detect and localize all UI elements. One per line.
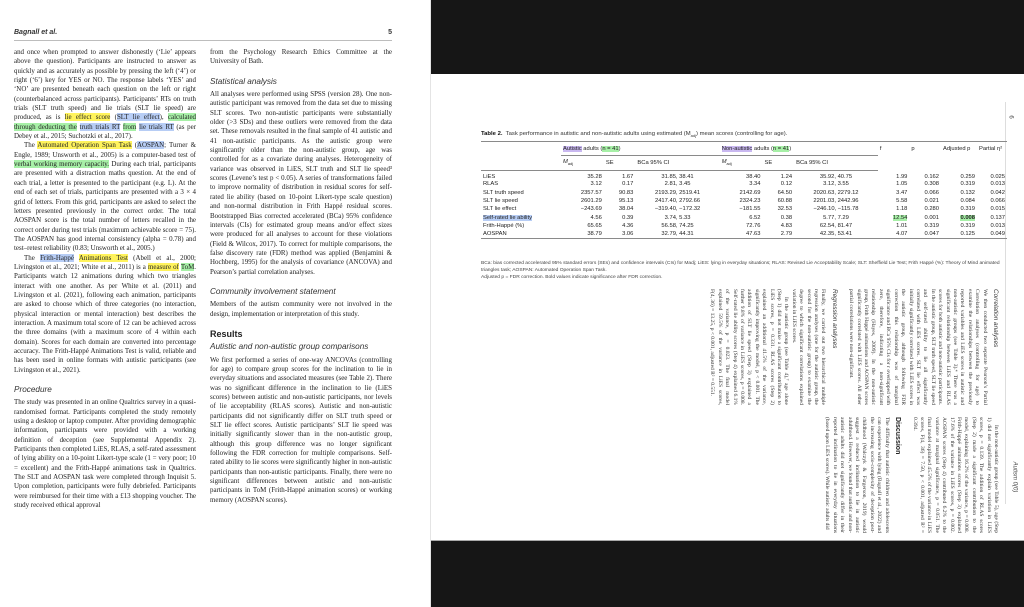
section-heading-correlation: Correlation analyses <box>992 289 999 348</box>
col-header-madj: $M_{adj}$ <box>720 156 763 171</box>
col-header-f: f <box>878 142 910 171</box>
paragraph-frith-happe: The Frith-Happé Animations Test (Abell et al., 2000; Livingston et al., 2021; White et al., 2011) is a measure of ToM. Participants watch 12 animations during which two triangles interact with one another. As per White et al. (2011) and Livingston et al. (2021), following each animation, participants are asked to choose which of three categories (no interaction, physical interaction or mental interaction) best describes the interaction. A maximum total score of 12 can be achieved across the three domains (with a maximum score of 4 within each domain). Scores for each domain are converted into percentage accuracy. The Frith-Happé Animations Test is valid, reliable and has been used in online formats with autistic participants (see Livingston et al., 2021). <box>14 253 197 374</box>
rotated-left-column <box>708 289 999 405</box>
section-heading-results: Results <box>210 328 243 339</box>
highlight[interactable]: 12.54 <box>892 214 908 221</box>
group-header-autistic: Autistic adults (n = 41) <box>561 142 720 156</box>
col-header-se: SE <box>763 156 795 171</box>
col-header-p: p <box>909 142 941 171</box>
table-footnote: BCa: bias corrected accelerated 95% standard errors (SEs) and confidence intervals (CIs) for Madj; LiES: lying in everyday situations; RLAS: Revised Lie Acceptability Scale; SLT: Sheffield Lie Test; Frith Happé (%): Theory of Mind animated triangles task; AOSPAN: Automated Operation Span Task. Adjusted p = FDR correction. Bold values indicate significance after FDR correction. <box>481 261 1000 280</box>
rotated-right-column <box>823 417 999 533</box>
table-row: Frith-Happé (%) 65.65 4.36 56.58, 74.25 72.76 4.83 62.54, 81.47 1.01 0.319 0.319 0.013 <box>483 223 1005 230</box>
col-header-partial-eta: Partial η² <box>977 142 1007 171</box>
section-heading-statistical-analysis: Statistical analysis <box>210 76 277 86</box>
highlight[interactable]: 0.008 <box>960 214 975 221</box>
table-row: SLT lie effect −243.69 38.04 −319.40, −172.32 −181.55 32.53 −246.10, −115.78 1.18 0.280 0.319 0.015 <box>483 206 1005 213</box>
highlight[interactable]: Self-rated lie ability <box>483 214 532 221</box>
page-number: 5 <box>388 29 392 36</box>
highlight[interactable]: Animations Test <box>78 253 128 262</box>
paragraph-correlation: We then conducted two separate Pearson’s Partial Correlation analyses (controlling for age) to examine the relationships between the previously reported variables and LiES scores in autistic and non-autistic groups (see Table 3).⁴ There was a significant relationship between LiES and RLAS scores for both autistic and non-autistic participants. In the autistic group, SLT truth speed, SLT lie speed and self-rated ability to lie all significantly correlated with LiES scores. SLT lie effect was initially significantly correlated with LiES scores in the autistic group, although following FDR correction this relationship was of marginal significance and BCa 95% CIs for r overlapped with zero, therefore, indicating a non-significant relationship (Hayes, 2009). In the non-autistic group, Frith Happé animations and AOSPAN scores significantly correlated with LiES scores. All other partial correlations were non-significant. <box>848 289 988 405</box>
journal-name: Autism 0(0) <box>1011 461 1018 493</box>
col-header-madj: $M_{adj}$ <box>561 156 604 171</box>
subsection-heading-group-comparisons: Autistic and non-autistic group comparisons <box>210 342 369 352</box>
section-heading-procedure: Procedure <box>14 385 52 395</box>
table-row: Self-rated lie ability 4.56 0.39 3.74, 5.33 6.52 0.38 5.77, 7.29 12.54 0.001 0.008 0.137 <box>483 214 1005 221</box>
section-heading-regression: Regression analyses <box>830 289 838 349</box>
left-column <box>14 48 196 511</box>
right-column <box>210 48 392 505</box>
paragraph-procedure: The study was presented in an online Qualtrics survey in a quasi-randomised format. Participants completed the study remotely using a desktop or laptop computer. After providing demographic information, participants were provided with a working definition of deception (see Supplemental Appendix 2). Participants then completed LiES, RLAS, a self-rated assessment of lying ability on a 10-point Likert-type scale (1 = very poor; 10 = excellent) and the Frith-Happé animations task in Qualtrics. The SLT and AOSPAN task were completed through Inquisit 5. Upon completion, participants were fully debriefed. Participants were reimbursed for their time with a £13 shopping voucher. The study received ethical approval <box>14 398 196 510</box>
paragraph-aospan: The Automated Operation Span Task (AOSPAN; Turner & Engle, 1989; Unsworth et al., 2005) is a computer-based test of verbal working memory capacity. During each trial, participants are presented with a distraction maths question. At the end of each trial, a letter is presented to the participant (e.g. L). At the end of each set of trials, participants are presented with a 3 × 4 grid of letters. From this grid, participants are asked to select the letters presented previously in the correct order. The total AOSPAN score is the total number of letters recalled in the correct order during test trials (maximum achievable score = 75). The AOSPAN has good internal consistency (alpha = 0.78) and test–retest reliability (0.83; Unsworth et al., 2005.) <box>14 141 196 253</box>
paragraph-discussion: The difficulty that autistic children and adolescents can experience with lying (Bagnall et al., 2022) and the increasing socio-complexity of deception post-childhood (Walczyk & Fargerson, 2019) would suggest a reduced inclination to lie in autistic adulthood. However, we found that autistic and non-autistic adults did not significantly differ in their reported inclination to lie in everyday situations (based upon LiES scores). While autistic adults did <box>824 417 890 533</box>
rotated-columns <box>459 289 999 533</box>
highlight[interactable]: Automated Operation Span Task <box>37 141 132 150</box>
highlight[interactable]: truth trials RT <box>79 122 121 131</box>
running-head <box>14 29 392 41</box>
paragraph-ethics: from the Psychology Research Ethics Committee at the University of Bath. <box>210 48 392 66</box>
running-head-author: Bagnall et al. <box>14 29 58 36</box>
paragraph-statistics: All analyses were performed using SPSS (version 28). One non-autistic participant was removed from the data set due to missing SLT scores. Two non-autistic participants were substantially older (>3 SDs) and these outliers were removed from the data set. These removals resulted in the final sample of 41 autistic and 41 non-autistic participants. As the autistic group were significantly older than the non-autistic group, age was controlled for as a covariate during analyses. Heterogeneity of variance was observed in LiES, SLT truth and SLT lie speed³ scores (Levene’s test p < 0.05). A series of transformations failed to improve normality of distribution in residual scores for self-rated lie ability (based on 10-point Likert-type scale question) and non-normal distribution in Frith Happé residual scores. Bootstrapped Bias corrected accelerated (BCa) 95% confidence intervals (CIs) for estimated group means and/or effect sizes were produced for all analyses to account for these violations (Field & Wilcox, 2017). To correct for multiple comparisons, the false discovery rate (FDR) method was applied (Benjamini & Hochberg, 1995) for the analysis of covariance (ANCOVA) and Pearson’s partial correlation analyses. <box>210 90 392 276</box>
paragraph-community: Members of the autism community were not involved in the design, implementation or interpretation of this study. <box>210 300 392 318</box>
viewer-background-bottom <box>431 540 1024 607</box>
highlight[interactable]: verbal working memory capacity. <box>14 160 109 169</box>
paragraph-slt: and once when prompted to answer dishonestly (‘Lie’ appears above the question). Participants are instructed to answer as quickly and as accurately as possible by pressing the left (‘4’) or right (‘6’) key for YES or NO. The response labels ‘YES’ and ‘NO’ are presented beneath each question on the left or right (counterbalanced across participants). Participants’ RTs on truth trials (SLT truth speed) and lie trials (SLT lie speed) are produced, as is lie effect score (SLT lie effect), calculated through deducting the truth trials RT from lie trials RT (as per Debey et al., 2015; Suchotzki et al., 2017). <box>14 48 197 141</box>
table-row: AOSPAN 38.79 3.06 32.79, 44.31 47.63 2.79 42.35, 53.41 4.07 0.047 0.125 0.049 <box>483 231 1005 238</box>
table-row: SLT lie speed 2601.29 95.13 2417.40, 2792.66 2324.23 60.88 2201.03, 2442.96 5.58 0.021 0.084 0.066 <box>483 197 1005 204</box>
highlight[interactable]: lie effect score <box>64 113 111 122</box>
page-number: 6 <box>1007 115 1014 119</box>
col-header-se: SE <box>604 156 636 171</box>
table-caption: Table 2. Task performance in autistic and non-autistic adults using estimated $(M_{adj})$ mean scores (controlling for age). <box>481 131 788 139</box>
paragraph-regression-intro: Finally, we carried out two hierarchical multiple regression analyses (one for the autistic group, the second for the non-autistic group) to examine the degree to which significant correlations explained variation in LiES scores. <box>790 289 827 405</box>
paragraph-group-comparisons: We first performed a series of one-way ANCOVAs (controlling for age) to compare group scores for the inclination to lie in everyday situations and associated measures (see Table 2). There was no significant difference in the inclination to lie (LiES scores) between autistic and non-autistic participants, nor levels of lie acceptability (RLAS scores). Autistic and non-autistic participants did not significantly differ on SLT truth speed or SLT lie effect scores. Autistic participants’ SLT lie speed was initially significantly slower than in the non-autistic group, although this group difference was no longer significant following the FDR correction for multiple comparisons. Self-rated ability to lie scores were significantly higher in non-autistic participants than non-autistic participants. Finally, there were no significant differences between autistic and non-autistic participants in ToM (Frith-Happé animation scores) or working memory (AOSPAN scores). <box>210 355 392 504</box>
section-heading-community: Community involvement statement <box>210 286 336 296</box>
paragraph-regression-autistic: In the autistic group (see Table 4),⁷ age alone (Step 1) did not make a significant contribution to LiES scores, p = 0.331. RLAS scores (Step 2) explained an additional 41.5% of the variance, significantly improving the model, p < 0.001. The addition of SLT lie speed (Step 3) explained a further 9.8% of variance in LiES scores, p = 0.008. Self-rated lie ability scores (Step 4) explained 6.1% of the variance, p = 0.023. The final model explained 59.5% of the variance in LiES scores, F(4, 36) = 13.25, p < 0.001, adjusted R² = 0.551. <box>709 289 790 405</box>
highlight[interactable]: SLT lie effect <box>116 113 160 122</box>
highlight[interactable]: n = 41 <box>602 145 619 152</box>
section-heading-discussion: Discussion <box>894 417 902 455</box>
table-2 <box>481 141 1007 239</box>
highlight[interactable]: Frith-Happé <box>40 253 74 262</box>
highlight[interactable]: from <box>122 122 137 131</box>
highlight[interactable]: Non-autistic <box>721 145 753 152</box>
left-page <box>0 0 431 607</box>
table-row: SLT truth speed 2357.57 90.83 2193.29, 2519.41 2142.69 64.50 2020.63, 2279.12 3.47 0.066 0.132 0.042 <box>483 189 1005 196</box>
highlight[interactable]: measure of <box>147 262 179 271</box>
paragraph-regression-non-autistic: In the non-autistic group (see Table 5), age (Step 1) did not significantly explain variation in LiES scores, p = 0.139. The addition of RLAS scores (Step 2) made a significant contribution to the model, explaining 16.2% of the variance, p = 0.008. Frith-Happé animations scores (Step 3) explained 17.6% of the variance in LiES scores, p = 0.002. AOSPAN scores (Step 4) contributed 6.2% to the variance at marginal significance, p = 0.051. The final model explained 45.5% of the variance in LiES scores, F(4, 36) = 7.50, p < 0.001, adjusted R² = 0.394. <box>911 417 999 533</box>
highlight[interactable]: AOSPAN <box>137 141 165 150</box>
highlight[interactable]: n = 41 <box>772 145 790 152</box>
table-row: LiES 35.28 1.67 31.85, 38.41 38.40 1.24 35.92, 40.75 1.99 0.162 0.259 0.025 <box>483 173 1005 180</box>
table-row: RLAS 3.12 0.17 2.81, 3.45 3.34 0.12 3.12, 3.55 1.05 0.308 0.319 0.013 <box>483 181 1005 188</box>
highlight[interactable]: ToM <box>180 262 195 271</box>
group-header-non-autistic: Non-autistic adults (n = 41) <box>720 142 878 156</box>
highlight[interactable]: lie trials RT <box>139 122 174 131</box>
viewer-background-top <box>431 0 1024 74</box>
highlight[interactable]: Autistic <box>563 145 582 152</box>
right-page <box>431 74 1024 540</box>
col-header-ci: BCa 95% CI <box>794 156 878 171</box>
col-header-adjusted-p: Adjusted p <box>941 142 977 171</box>
col-header-ci: BCa 95% CI <box>635 156 719 171</box>
highlight[interactable]: calculated through deducting the <box>14 113 197 131</box>
rotated-text-area <box>459 289 999 533</box>
